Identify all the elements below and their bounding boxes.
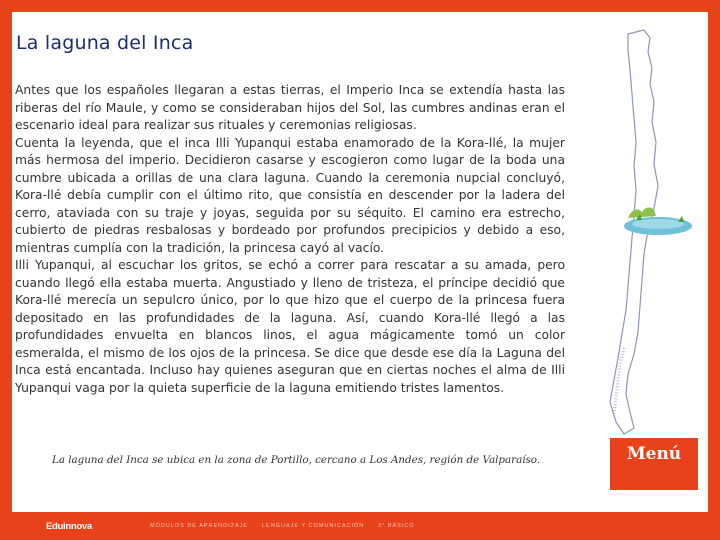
story-paragraph-2: Cuenta la leyenda, que el inca Illi Yupanqui estaba enamorado de la Kora-llé, la mujer más hermosa del imperio. Decidieron casarse y escogieron como lugar de la boda una cumbre ubicada a orillas de una clara laguna. Cuando la ceremonia nupcial concluyó, Kora-llé debía cumplir con el último rito, que consistía en descender por la ladera del cerro, ataviada con su traje y joyas, seguida por su séquito. El camino era estrecho, cubierto de piedras resbalosas y bordeado por profundos precipicios y debido a eso, mientras cumplía con la tradición, la princesa cayó al vacío. <box>15 135 565 255</box>
menu-button[interactable]: Menú <box>610 438 698 490</box>
slide-title: La laguna del Inca <box>16 32 194 54</box>
map-caption: La laguna del Inca se ubica en la zona de Portillo, cercano a Los Andes, región de Valparaíso. <box>52 454 541 466</box>
eduinnova-logo: Eduinnova <box>46 521 92 532</box>
chile-map <box>588 18 696 442</box>
story-paragraph-1: Antes que los españoles llegaran a estas tierras, el Imperio Inca se extendía hasta las riberas del río Maule, y como se consideraban hijos del Sol, las cumbres andinas eran el escenario ideal para realizar sus rituales y ceremonias religiosas. <box>15 83 565 132</box>
footer-bar <box>0 512 720 540</box>
footer-grade-label: 3° BÁSICO <box>378 523 415 529</box>
footer-module-label: MÓDULOS DE APRENDIZAJE <box>150 523 249 529</box>
story-paragraph-3: Illi Yupanqui, al escuchar los gritos, se echó a correr para rescatar a su amada, pero cuando llegó ella estaba muerta. Angustiado y lleno de tristeza, el príncipe decidió que Kora-llé merecía un sepulcro único, por lo que hizo que el cuerpo de la princesa fuera depositado en las profundidades de la laguna. Así, cuando Kora-llé llegó a las profundidades envuelta en blancos linos, el agua mágicamente tomó un color esmeralda, el mismo de los ojos de la princesa. Se dice que desde ese día la Laguna del Inca está encantada. Incluso hay quienes aseguran que en ciertas noches el alma de Illi Yupanqui vaga por la quieta superficie de la laguna emitiendo tristes lamentos. <box>15 258 565 395</box>
lake-icon <box>622 204 694 240</box>
footer-subject-label: LENGUAJE Y COMUNICACIÓN <box>262 523 365 529</box>
story-text <box>15 82 565 397</box>
